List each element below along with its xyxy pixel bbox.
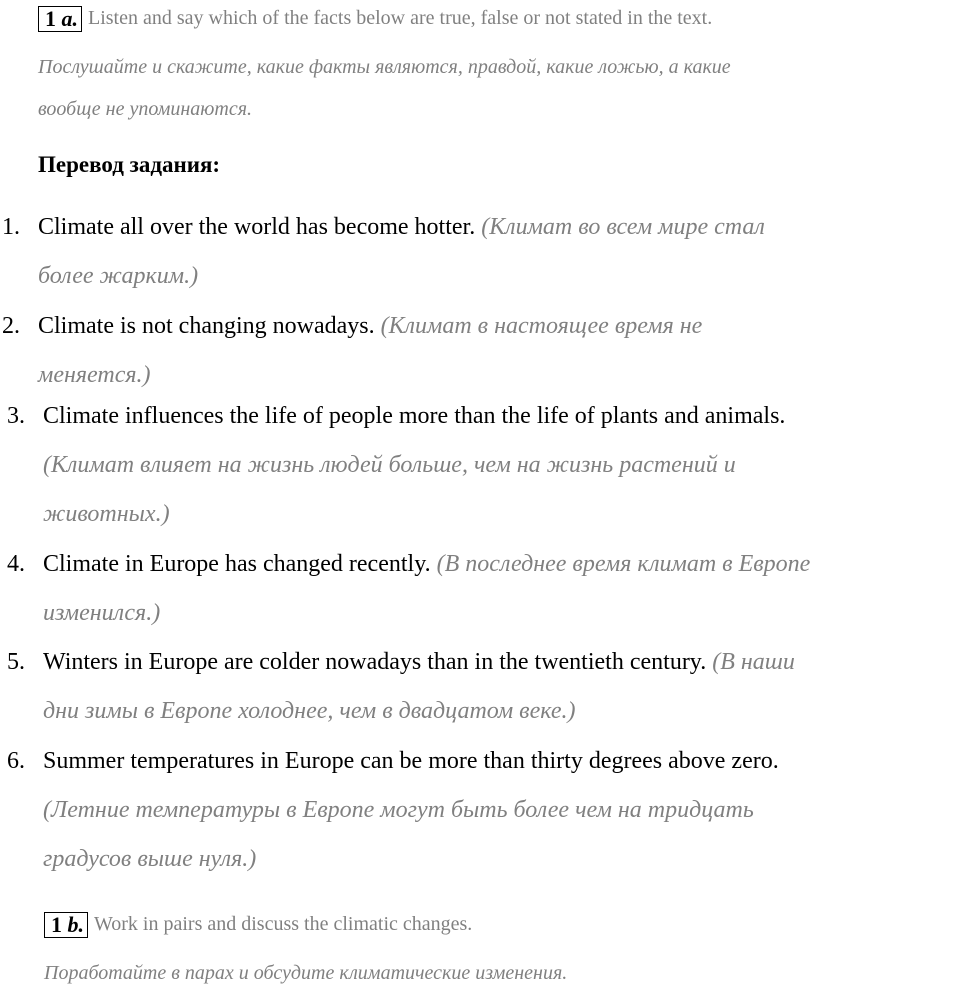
task-a-instruction-ru-line2: вообще не упоминаются. (38, 98, 253, 120)
list-item-text: Winters in Europe are colder nowadays than in the twentieth century. (43, 649, 707, 675)
task-b-instruction-en: Work in pairs and discuss the climatic changes. (94, 913, 473, 935)
list-item-text: Climate in Europe has changed recently. (43, 551, 431, 577)
list-item-translation: (Климат влияет на жизнь людей больше, чем на жизнь растений и (43, 452, 736, 478)
list-item (0, 737, 960, 887)
task-a-badge-letter: a. (61, 6, 78, 31)
list-item-text: Climate influences the life of people more than the life of plants and animals. (43, 403, 786, 429)
task-a-header (38, 6, 712, 32)
list-item-marker: 4. (7, 551, 25, 577)
task-b-header (44, 912, 472, 938)
task-a-badge (38, 6, 82, 32)
list-item-translation-cont: дни зимы в Европе холоднее, чем в двадцатом веке.) (43, 698, 576, 724)
task-a-badge-number: 1 (45, 6, 56, 31)
list-item (0, 203, 960, 303)
task-b-badge-number: 1 (51, 912, 62, 937)
list-item-marker: 3. (7, 403, 25, 429)
list-item-marker: 2. (2, 313, 20, 339)
list-item-translation-cont: более жарким.) (38, 263, 199, 289)
list-item-translation-cont: градусов выше нуля.) (43, 846, 257, 872)
task-b-badge-letter: b. (67, 912, 84, 937)
list-item-text: Climate is not changing nowadays. (38, 313, 375, 339)
list-item-translation: (Климат во всем мире стал (481, 214, 765, 240)
list-item-translation-cont: меняется.) (38, 362, 151, 388)
list-item-text: Climate all over the world has become hotter. (38, 214, 476, 240)
list-item-text: Summer temperatures in Europe can be more than thirty degrees above zero. (43, 748, 779, 774)
list-item-marker: 6. (7, 748, 25, 774)
list-item-marker: 5. (7, 649, 25, 675)
list-item (0, 392, 960, 542)
task-b-badge (44, 912, 88, 938)
list-item (0, 540, 960, 640)
list-item-translation-cont: изменился.) (43, 600, 161, 626)
translation-heading: Перевод задания: (38, 152, 221, 177)
list-item-marker: 1. (2, 214, 20, 240)
task-a-instruction-ru-line1: Послушайте и скажите, какие факты являются, правдой, какие ложью, а какие (38, 56, 731, 78)
task-b-instruction-ru: Поработайте в парах и обсудите климатические изменения. (44, 962, 568, 984)
task-a-instruction-ru (38, 46, 918, 130)
task-a-instruction-en: Listen and say which of the facts below are true, false or not stated in the text. (88, 7, 713, 29)
list-item-translation: (В последнее время климат в Европе (436, 551, 811, 577)
list-item-translation: (Климат в настоящее время не (380, 313, 703, 339)
list-item (0, 638, 960, 738)
list-item-translation: (Летние температуры в Европе могут быть более чем на тридцать (43, 797, 754, 823)
list-item-translation: (В наши (712, 649, 795, 675)
list-item-translation-cont: животных.) (43, 501, 170, 527)
list-item (0, 302, 960, 402)
